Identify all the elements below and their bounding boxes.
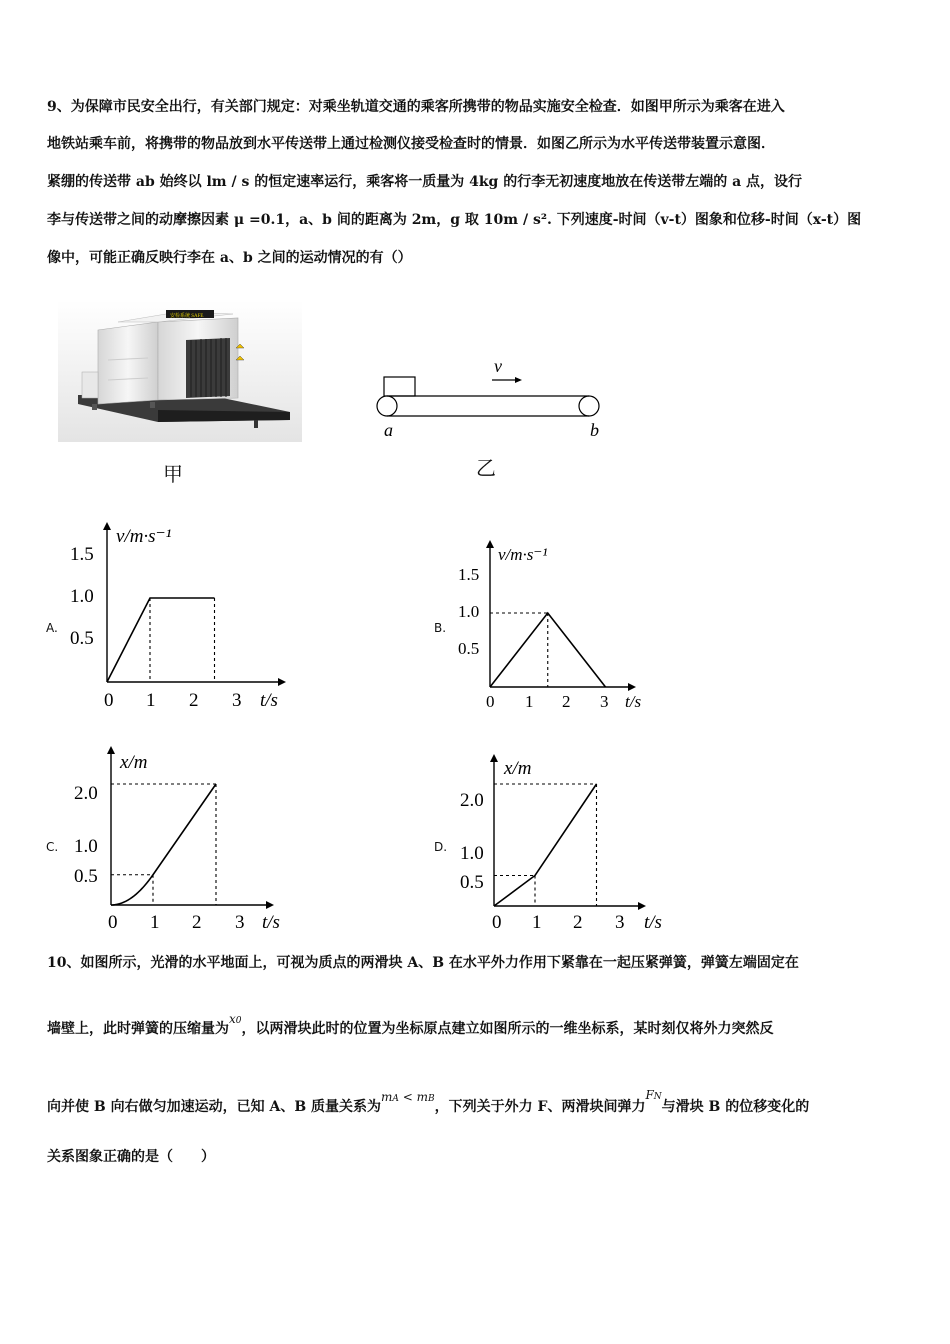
y-axis-arrow — [103, 522, 111, 530]
chart-c-xt-graph — [60, 742, 310, 942]
chart-a-ytick: 1.5 — [70, 544, 94, 565]
chart-d-xtick: 1 — [532, 912, 542, 933]
security-scanner-photo — [58, 300, 302, 442]
chart-a-ytick: 0.5 — [70, 628, 94, 649]
chart-c-ytick: 1.0 — [74, 836, 98, 857]
q10-line-3: 向并使 B 向右做匀加速运动，已知 A、B 质量关系为mA < mB，下列关于外力 F、两滑块间弹力FN与滑块 B 的位移变化的 — [47, 1088, 810, 1115]
chart-d-ytick: 1.0 — [460, 843, 484, 864]
chart-a-xtick: 0 — [104, 690, 114, 711]
chart-b-xlabel: t/s — [625, 692, 642, 711]
chart-b-vt-graph — [448, 540, 668, 720]
chart-a-xtick: 3 — [232, 690, 242, 711]
q10-line-2: 墙壁上，此时弹簧的压缩量为x0，以两滑块此时的位置为坐标原点建立如图所示的一维坐标系，某时刻仅将外力突然反 — [47, 1012, 774, 1037]
chart-a-xtick: 1 — [146, 690, 156, 711]
chart-d-ytick: 0.5 — [460, 872, 484, 893]
option-d-label: D. — [434, 840, 448, 854]
x-axis-arrow — [266, 901, 274, 909]
chart-b-ylabel: v/m·s⁻¹ — [498, 545, 548, 564]
x-axis-arrow — [628, 683, 636, 691]
q9-line-5: 像中，可能正确反映行李在 a、b 之间的运动情况的有（） — [47, 250, 412, 266]
right-roller — [579, 396, 599, 416]
series-line — [494, 784, 597, 906]
fn-symbol: FN — [645, 1088, 662, 1102]
figure-jia-label: 甲 — [163, 462, 183, 486]
series-line — [107, 598, 215, 682]
chart-d-xtick: 2 — [573, 912, 583, 933]
chart-a-ytick: 1.0 — [70, 586, 94, 607]
chart-c-ylabel: x/m — [120, 752, 148, 773]
svg-text:安检系统 SAFE: 安检系统 SAFE — [170, 314, 204, 319]
chart-a-xtick: 2 — [189, 690, 199, 711]
chart-c-xtick: 3 — [235, 912, 245, 933]
figure-yi-label: 乙 — [476, 456, 496, 480]
chart-b-xtick: 1 — [525, 692, 534, 711]
chart-b-ytick: 1.0 — [458, 602, 480, 621]
chart-a-vt-graph — [60, 520, 310, 720]
chart-b-ytick: 1.5 — [458, 565, 480, 584]
chart-b-xtick: 2 — [562, 692, 571, 711]
point-a-label: a — [384, 420, 393, 440]
mass-relation: mA < mB — [381, 1090, 435, 1104]
chart-a-xlabel: t/s — [260, 690, 278, 711]
chart-a-ylabel: v/m·s⁻¹ — [116, 526, 172, 547]
chart-b-ytick: 0.5 — [458, 639, 480, 658]
q9-line-4: 李与传送带之间的动摩擦因素 μ =0.1，a、b 间的距离为 2m，g 取 10m / s². 下列速度-时间（v-t）图象和位移-时间（x-t）图 — [47, 212, 862, 228]
chart-d-xtick: 3 — [615, 912, 625, 933]
series-line — [111, 784, 216, 905]
chart-d-xt-graph — [448, 750, 678, 942]
point-b-label: b — [590, 420, 599, 440]
velocity-label: v — [494, 356, 502, 376]
x-axis-arrow — [278, 678, 286, 686]
x0-symbol: x0 — [229, 1012, 242, 1026]
y-axis-arrow — [107, 746, 115, 754]
x-axis-arrow — [638, 902, 646, 910]
q9-line-1: 9、为保障市民安全出行，有关部门规定：对乘坐轨道交通的乘客所携带的物品实施安全检查．如图甲所示为乘客在进入 — [47, 99, 785, 115]
chart-d-ylabel: x/m — [504, 758, 532, 779]
y-axis-arrow — [486, 540, 494, 548]
chart-c-xtick: 0 — [108, 912, 118, 933]
chart-d-ytick: 2.0 — [460, 790, 484, 811]
chart-d-xlabel: t/s — [644, 912, 662, 933]
chart-b-xtick: 0 — [486, 692, 495, 711]
chart-c-xtick: 2 — [192, 912, 202, 933]
luggage-box — [384, 377, 415, 396]
chart-c-ytick: 2.0 — [74, 783, 98, 804]
chart-c-xtick: 1 — [150, 912, 160, 933]
q10-line-4: 关系图象正确的是（ ） — [47, 1149, 215, 1165]
option-b-label: B. — [434, 621, 447, 635]
option-c-label: C. — [46, 840, 59, 854]
option-a-label: A. — [46, 621, 58, 635]
q9-line-2: 地铁站乘车前，将携带的物品放到水平传送带上通过检测仪接受检查时的情景．如图乙所示为水平传送带装置示意图． — [47, 136, 775, 152]
y-axis-arrow — [490, 754, 498, 762]
left-roller — [377, 396, 397, 416]
chart-c-xlabel: t/s — [262, 912, 280, 933]
q10-line-1: 10、如图所示，光滑的水平地面上，可视为质点的两滑块 A、B 在水平外力作用下紧靠在一起压紧弹簧，弹簧左端固定在 — [47, 955, 799, 971]
chart-b-xtick: 3 — [600, 692, 609, 711]
q9-line-3: 紧绷的传送带 ab 始终以 lm / s 的恒定速率运行，乘客将一质量为 4kg 的行李无初速度地放在传送带左端的 a 点，设行 — [47, 174, 803, 190]
chart-c-ytick: 0.5 — [74, 866, 98, 887]
conveyor-belt-diagram — [370, 350, 610, 440]
chart-d-xtick: 0 — [492, 912, 502, 933]
